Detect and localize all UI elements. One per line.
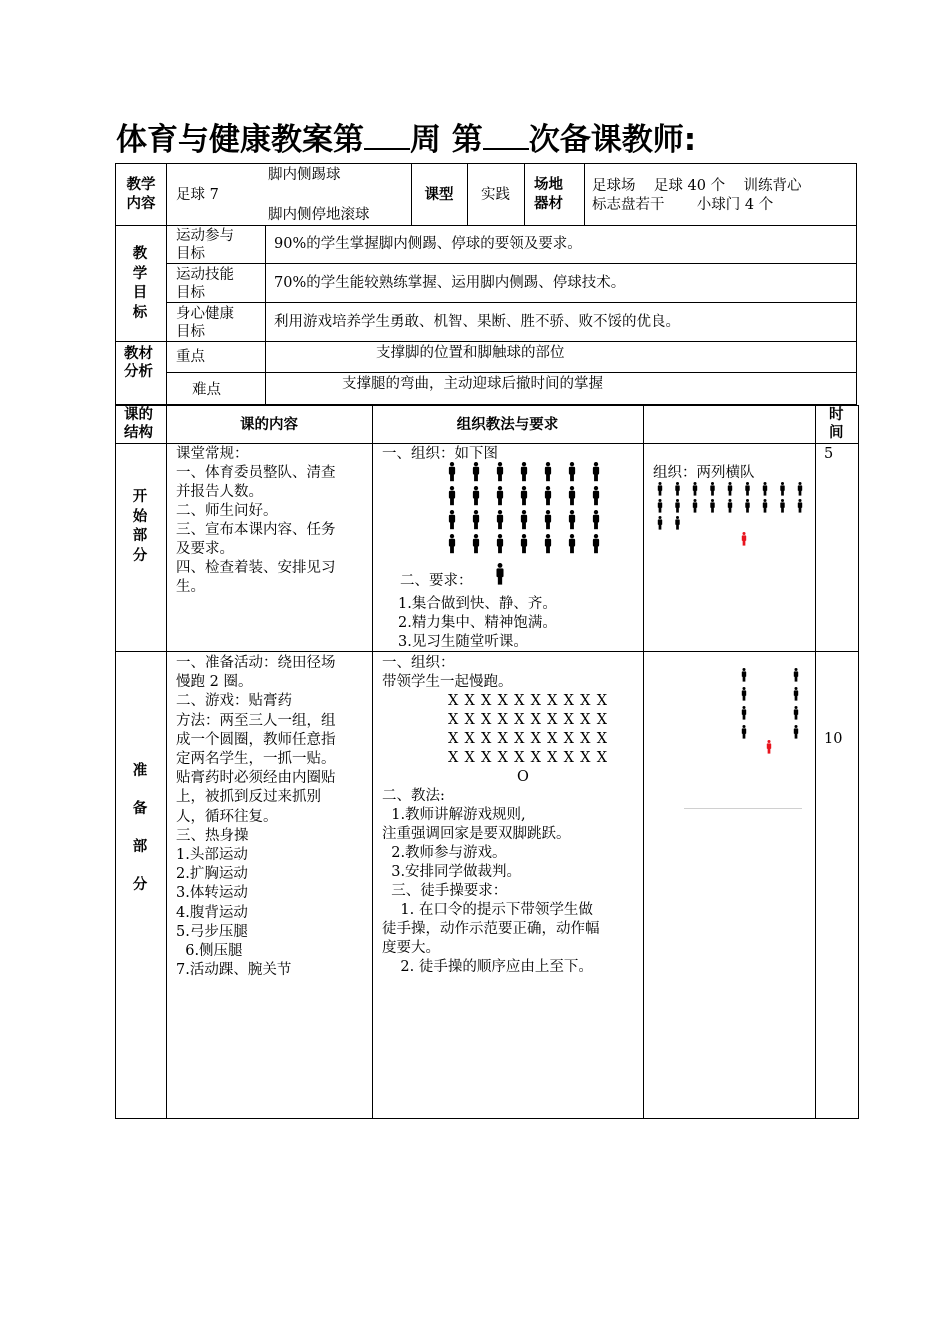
goal-text-skill: 70%的学生能较熟练掌握、运用脚内侧踢、停球技术。 [274, 275, 626, 291]
student-figure-icon [521, 534, 527, 553]
prep-content-line: 定两名学生，一抓一贴。 [176, 751, 336, 768]
prep-method-line: 徒手操，动作示范要正确，动作幅 [382, 921, 600, 937]
two-columns-diagram [735, 668, 810, 760]
prep-method-line: 二、教法: [382, 788, 445, 804]
student-figure-icon [742, 725, 746, 739]
student-figure-icon [693, 482, 697, 496]
student-figure-icon [449, 534, 455, 553]
difficult-point-label: 难点 [192, 382, 221, 398]
prep-method-line: 2.教师参与游戏。 [382, 845, 507, 861]
student-figure-icon [497, 486, 503, 505]
jog-row: XXXXXXXXXX [448, 731, 614, 747]
student-figure-icon [521, 486, 527, 505]
student-figure-icon [742, 668, 746, 682]
leader-figure-icon [492, 563, 508, 587]
student-figure-icon [658, 516, 662, 530]
prep-content-line: 4.腹背运动 [176, 904, 248, 921]
student-figure-icon [763, 482, 767, 496]
structure-header: 课的结构 [124, 407, 153, 441]
start-requirements-list [398, 595, 557, 652]
title-part-2: 周 第 [410, 122, 483, 158]
start-content-line: 四、检查着装、安排见习 [176, 560, 336, 576]
teacher-figure-icon [742, 532, 746, 546]
topic-2: 脚内侧停地滚球 [268, 207, 370, 223]
requirement-line: 2.精力集中、精神饱满。 [398, 615, 557, 631]
prep-content-line: 贴膏药时必须经由内圈贴 [176, 770, 336, 787]
goal-label-participation: 运动参与目标 [176, 228, 234, 262]
jog-row: XXXXXXXXXX [448, 712, 614, 728]
start-content-line: 生。 [176, 579, 205, 595]
start-content-list [176, 445, 336, 597]
leader-icon [496, 563, 503, 585]
jog-row: XXXXXXXXXX [448, 693, 614, 709]
prep-content-list [176, 654, 336, 980]
prep-time: 10 [824, 731, 843, 747]
prep-method-line: 1.教师讲解游戏规则, [382, 807, 526, 823]
goal-label-skill: 运动技能目标 [176, 267, 234, 301]
student-figure-icon [497, 510, 503, 529]
topic-1: 脚内侧踢球 [268, 167, 341, 183]
student-figure-icon [593, 534, 599, 553]
student-figure-icon [675, 499, 679, 513]
student-figure-icon [569, 534, 575, 553]
prep-content-line: 方法：两至三人一组，组 [176, 712, 336, 729]
student-figure-icon [794, 725, 798, 739]
page-title [116, 118, 836, 162]
student-figure-icon [569, 486, 575, 505]
jog-formation-rows [448, 692, 613, 768]
prep-content-line: 上，被抓到反过来抓别 [176, 789, 321, 806]
goals-label: 教学目标 [132, 246, 148, 321]
requirement-line: 1.集合做到快、静、齐。 [398, 596, 557, 612]
student-figure-icon [473, 486, 479, 505]
student-figure-icon [693, 499, 697, 513]
prep-org-line-2: 带领学生一起慢跑。 [382, 674, 513, 690]
student-figure-icon [449, 510, 455, 529]
session-blank [483, 118, 529, 150]
requirement-line: 3.见习生随堂听课。 [398, 634, 528, 650]
student-figure-icon [473, 534, 479, 553]
start-content-line: 课堂常规： [176, 446, 249, 462]
student-figure-icon [794, 668, 798, 682]
prep-method-line: 注重强调回家是要双脚跳跃。 [382, 826, 571, 842]
student-figure-icon [763, 499, 767, 513]
student-figure-icon [473, 462, 479, 481]
student-figure-icon [593, 462, 599, 481]
title-part-1: 体育与健康教案第 [116, 122, 364, 158]
formation-grid-diagram [440, 462, 610, 562]
student-figure-icon [569, 510, 575, 529]
title-part-3: 次备课教师: [528, 122, 697, 158]
prep-method-line: 1. 在口令的提示下带领学生做 [382, 902, 593, 918]
venue-line-1: 足球场 足球 40 个 训练背心 [592, 178, 802, 194]
student-figure-icon [449, 462, 455, 481]
content-label: 教学内容 [126, 177, 156, 212]
start-content-line: 及要求。 [176, 541, 234, 557]
two-rows-lineup-diagram [652, 482, 812, 554]
prep-content-line: 三、热身操 [176, 827, 249, 844]
key-point-text: 支撑脚的位置和脚触球的部位 [376, 345, 565, 361]
prep-content-line: 7.活动踝、腕关节 [176, 962, 292, 979]
week-blank [364, 118, 410, 150]
goal-text-health: 利用游戏培养学生勇敢、机智、果断、胜不骄、败不馁的优良。 [274, 314, 680, 330]
type-label: 课型 [424, 187, 454, 203]
start-org-title: 一、组织：如下图 [382, 446, 498, 462]
content-header: 课的内容 [240, 417, 298, 433]
student-figure-icon [593, 486, 599, 505]
student-figure-icon [728, 499, 732, 513]
student-figure-icon [728, 482, 732, 496]
goal-label-health: 身心健康目标 [176, 306, 234, 340]
prep-content-line: 人，循环往复。 [176, 808, 278, 825]
start-req-title: 二、要求： [400, 573, 473, 589]
prep-content-line: 1.头部运动 [176, 847, 248, 864]
prep-method-line: 3.安排同学做裁判。 [382, 864, 522, 880]
teacher-mark: O [517, 769, 529, 785]
student-figure-icon [710, 482, 714, 496]
goal-text-participation: 90%的学生掌握脚内侧踢、停球的要领及要求。 [274, 236, 582, 252]
student-figure-icon [794, 706, 798, 720]
student-figure-icon [794, 687, 798, 701]
venue-line-2: 标志盘若干 小球门 4 个 [592, 197, 774, 213]
start-section-label: 开始部分 [132, 489, 148, 564]
student-figure-icon [569, 462, 575, 481]
student-figure-icon [780, 499, 784, 513]
student-figure-icon [521, 510, 527, 529]
student-figure-icon [780, 482, 784, 496]
analysis-label: 教材分析 [124, 346, 153, 380]
prep-org-line-1: 一、组织： [382, 655, 455, 671]
jog-row: XXXXXXXXXX [448, 750, 614, 766]
prep-method-line: 2. 徒手操的顺序应由上至下。 [382, 959, 593, 975]
prep-method-list [382, 787, 600, 977]
student-figure-icon [710, 499, 714, 513]
student-figure-icon [798, 499, 802, 513]
prep-method-line: 度要大。 [382, 940, 440, 956]
student-figure-icon [745, 499, 749, 513]
difficult-point-text: 支撑腿的弯曲，主动迎球后撤时间的掌握 [342, 376, 603, 392]
start-time: 5 [824, 446, 834, 462]
prep-content-line: 成一个圆圈，教师任意指 [176, 731, 336, 748]
student-figure-icon [742, 687, 746, 701]
student-figure-icon [798, 482, 802, 496]
prep-content-line: 3.体转运动 [176, 885, 248, 902]
venue-label: 场地器材 [534, 177, 563, 212]
sport-name: 足球 7 [176, 187, 219, 203]
prep-section-label: 准备部分 [132, 763, 148, 893]
prep-content-line: 6.侧压腿 [176, 943, 243, 960]
start-content-line: 二、师生问好。 [176, 503, 278, 519]
student-figure-icon [675, 516, 679, 530]
student-figure-icon [545, 486, 551, 505]
prep-method-line: 三、徒手操要求： [382, 883, 508, 899]
start-content-line: 三、宣布本课内容、任务 [176, 522, 336, 538]
divider-line [684, 808, 802, 809]
start-diagram-title: 组织：两列横队 [653, 465, 755, 481]
prep-content-line: 2.扩胸运动 [176, 866, 248, 883]
student-figure-icon [593, 510, 599, 529]
key-point-label: 重点 [176, 349, 205, 365]
prep-content-line: 二、游戏：贴膏药 [176, 693, 292, 710]
student-figure-icon [745, 482, 749, 496]
student-figure-icon [545, 534, 551, 553]
student-figure-icon [449, 486, 455, 505]
student-figure-icon [473, 510, 479, 529]
method-header: 组织教法与要求 [456, 417, 559, 433]
student-figure-icon [497, 534, 503, 553]
student-figure-icon [497, 462, 503, 481]
student-figure-icon [658, 499, 662, 513]
prep-content-line: 5.弓步压腿 [176, 923, 248, 940]
time-header: 时间 [829, 407, 844, 441]
type-value: 实践 [481, 187, 510, 203]
start-content-line: 并报告人数。 [176, 484, 263, 500]
student-figure-icon [545, 510, 551, 529]
student-figure-icon [742, 706, 746, 720]
prep-content-line: 一、准备活动：绕田径场 [176, 655, 336, 671]
student-figure-icon [658, 482, 662, 496]
start-content-line: 一、体育委员整队、清查 [176, 465, 336, 481]
student-figure-icon [675, 482, 679, 496]
teacher-figure-icon [767, 740, 771, 754]
prep-content-line: 慢跑 2 圈。 [176, 674, 253, 691]
student-figure-icon [521, 462, 527, 481]
student-figure-icon [545, 462, 551, 481]
